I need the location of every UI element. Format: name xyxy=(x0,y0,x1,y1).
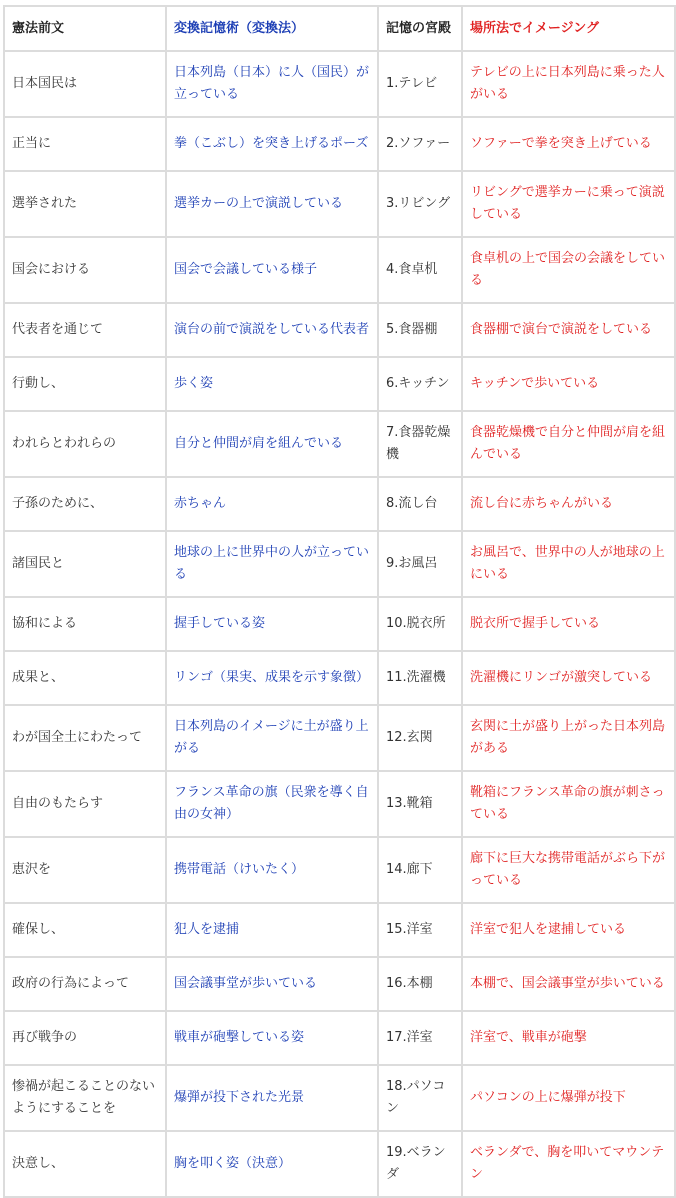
cell-imaging: 洋室で、戦車が砲撃 xyxy=(462,1011,675,1065)
table-row xyxy=(4,237,675,303)
cell-constitution: 決意し、 xyxy=(4,1131,166,1197)
cell-constitution: 再び戦争の xyxy=(4,1011,166,1065)
cell-conversion: 国会で会議している様子 xyxy=(166,237,378,303)
cell-constitution: 国会における xyxy=(4,237,166,303)
header-memory-palace: 記憶の宮殿 xyxy=(378,6,462,51)
header-conversion: 変換記憶術（変換法） xyxy=(166,6,378,51)
table-row xyxy=(4,1065,675,1131)
cell-conversion: 歩く姿 xyxy=(166,357,378,411)
cell-location: 3.リビング xyxy=(378,171,462,237)
table-row xyxy=(4,531,675,597)
cell-imaging: 食器棚で演台で演説をしている xyxy=(462,303,675,357)
table-row xyxy=(4,357,675,411)
cell-imaging: キッチンで歩いている xyxy=(462,357,675,411)
cell-imaging: リビングで選挙カーに乗って演説している xyxy=(462,171,675,237)
cell-constitution: 選挙された xyxy=(4,171,166,237)
cell-imaging: テレビの上に日本列島に乗った人がいる xyxy=(462,51,675,117)
table-row xyxy=(4,117,675,171)
cell-imaging: お風呂で、世界中の人が地球の上にいる xyxy=(462,531,675,597)
cell-imaging: パソコンの上に爆弾が投下 xyxy=(462,1065,675,1131)
cell-location: 6.キッチン xyxy=(378,357,462,411)
cell-conversion: 自分と仲間が肩を組んでいる xyxy=(166,411,378,477)
cell-constitution: 自由のもたらす xyxy=(4,771,166,837)
table-row xyxy=(4,171,675,237)
cell-imaging: ソファーで拳を突き上げている xyxy=(462,117,675,171)
cell-imaging: 洗濯機にリンゴが激突している xyxy=(462,651,675,705)
cell-conversion: 拳（こぶし）を突き上げるポーズ xyxy=(166,117,378,171)
cell-location: 17.洋室 xyxy=(378,1011,462,1065)
cell-conversion: 爆弾が投下された光景 xyxy=(166,1065,378,1131)
cell-location: 4.食卓机 xyxy=(378,237,462,303)
table-row xyxy=(4,903,675,957)
cell-location: 8.流し台 xyxy=(378,477,462,531)
cell-conversion: 地球の上に世界中の人が立っている xyxy=(166,531,378,597)
cell-imaging: 靴箱にフランス革命の旗が刺さっている xyxy=(462,771,675,837)
cell-constitution: 正当に xyxy=(4,117,166,171)
cell-constitution: われらとわれらの xyxy=(4,411,166,477)
table-row xyxy=(4,303,675,357)
cell-location: 18.パソコン xyxy=(378,1065,462,1131)
table-row xyxy=(4,51,675,117)
cell-constitution: 行動し、 xyxy=(4,357,166,411)
cell-constitution: わが国全土にわたって xyxy=(4,705,166,771)
cell-conversion: 戦車が砲撃している姿 xyxy=(166,1011,378,1065)
table-row xyxy=(4,771,675,837)
cell-imaging: 本棚で、国会議事堂が歩いている xyxy=(462,957,675,1011)
cell-imaging: 玄関に土が盛り上がった日本列島がある xyxy=(462,705,675,771)
cell-location: 7.食器乾燥機 xyxy=(378,411,462,477)
cell-constitution: 協和による xyxy=(4,597,166,651)
cell-location: 16.本棚 xyxy=(378,957,462,1011)
cell-conversion: 選挙カーの上で演説している xyxy=(166,171,378,237)
table-row xyxy=(4,1131,675,1197)
cell-constitution: 確保し、 xyxy=(4,903,166,957)
cell-imaging: ベランダで、胸を叩いてマウンテン xyxy=(462,1131,675,1197)
cell-location: 19.ベランダ xyxy=(378,1131,462,1197)
table-row xyxy=(4,705,675,771)
cell-imaging: 食卓机の上で国会の会議をしている xyxy=(462,237,675,303)
cell-constitution: 代表者を通じて xyxy=(4,303,166,357)
cell-conversion: フランス革命の旗（民衆を導く自由の女神） xyxy=(166,771,378,837)
cell-conversion: 日本列島（日本）に人（国民）が立っている xyxy=(166,51,378,117)
cell-conversion: 携帯電話（けいたく） xyxy=(166,837,378,903)
cell-conversion: リンゴ（果実、成果を示す象徴） xyxy=(166,651,378,705)
cell-location: 1.テレビ xyxy=(378,51,462,117)
cell-location: 15.洋室 xyxy=(378,903,462,957)
table-row xyxy=(4,477,675,531)
cell-conversion: 赤ちゃん xyxy=(166,477,378,531)
table-row xyxy=(4,411,675,477)
cell-constitution: 子孫のために、 xyxy=(4,477,166,531)
header-constitution: 憲法前文 xyxy=(4,6,166,51)
header-imaging: 場所法でイメージング xyxy=(462,6,675,51)
cell-imaging: 脱衣所で握手している xyxy=(462,597,675,651)
cell-conversion: 国会議事堂が歩いている xyxy=(166,957,378,1011)
cell-conversion: 胸を叩く姿（決意） xyxy=(166,1131,378,1197)
table-row xyxy=(4,651,675,705)
cell-imaging: 食器乾燥機で自分と仲間が肩を組んでいる xyxy=(462,411,675,477)
cell-location: 13.靴箱 xyxy=(378,771,462,837)
cell-constitution: 恵沢を xyxy=(4,837,166,903)
cell-imaging: 廊下に巨大な携帯電話がぶら下がっている xyxy=(462,837,675,903)
cell-location: 10.脱衣所 xyxy=(378,597,462,651)
table-row xyxy=(4,1011,675,1065)
cell-constitution: 惨禍が起こることのないようにすることを xyxy=(4,1065,166,1131)
cell-imaging: 流し台に赤ちゃんがいる xyxy=(462,477,675,531)
table-row xyxy=(4,957,675,1011)
cell-constitution: 政府の行為によって xyxy=(4,957,166,1011)
cell-conversion: 犯人を逮捕 xyxy=(166,903,378,957)
cell-location: 12.玄関 xyxy=(378,705,462,771)
memory-table xyxy=(3,5,676,1198)
cell-location: 2.ソファー xyxy=(378,117,462,171)
cell-conversion: 演台の前で演説をしている代表者 xyxy=(166,303,378,357)
table-header-row xyxy=(4,6,675,51)
cell-location: 14.廊下 xyxy=(378,837,462,903)
cell-location: 9.お風呂 xyxy=(378,531,462,597)
cell-constitution: 成果と、 xyxy=(4,651,166,705)
table-row xyxy=(4,837,675,903)
table-row xyxy=(4,597,675,651)
cell-conversion: 日本列島のイメージに土が盛り上がる xyxy=(166,705,378,771)
cell-imaging: 洋室で犯人を逮捕している xyxy=(462,903,675,957)
cell-location: 11.洗濯機 xyxy=(378,651,462,705)
cell-location: 5.食器棚 xyxy=(378,303,462,357)
cell-conversion: 握手している姿 xyxy=(166,597,378,651)
cell-constitution: 諸国民と xyxy=(4,531,166,597)
cell-constitution: 日本国民は xyxy=(4,51,166,117)
